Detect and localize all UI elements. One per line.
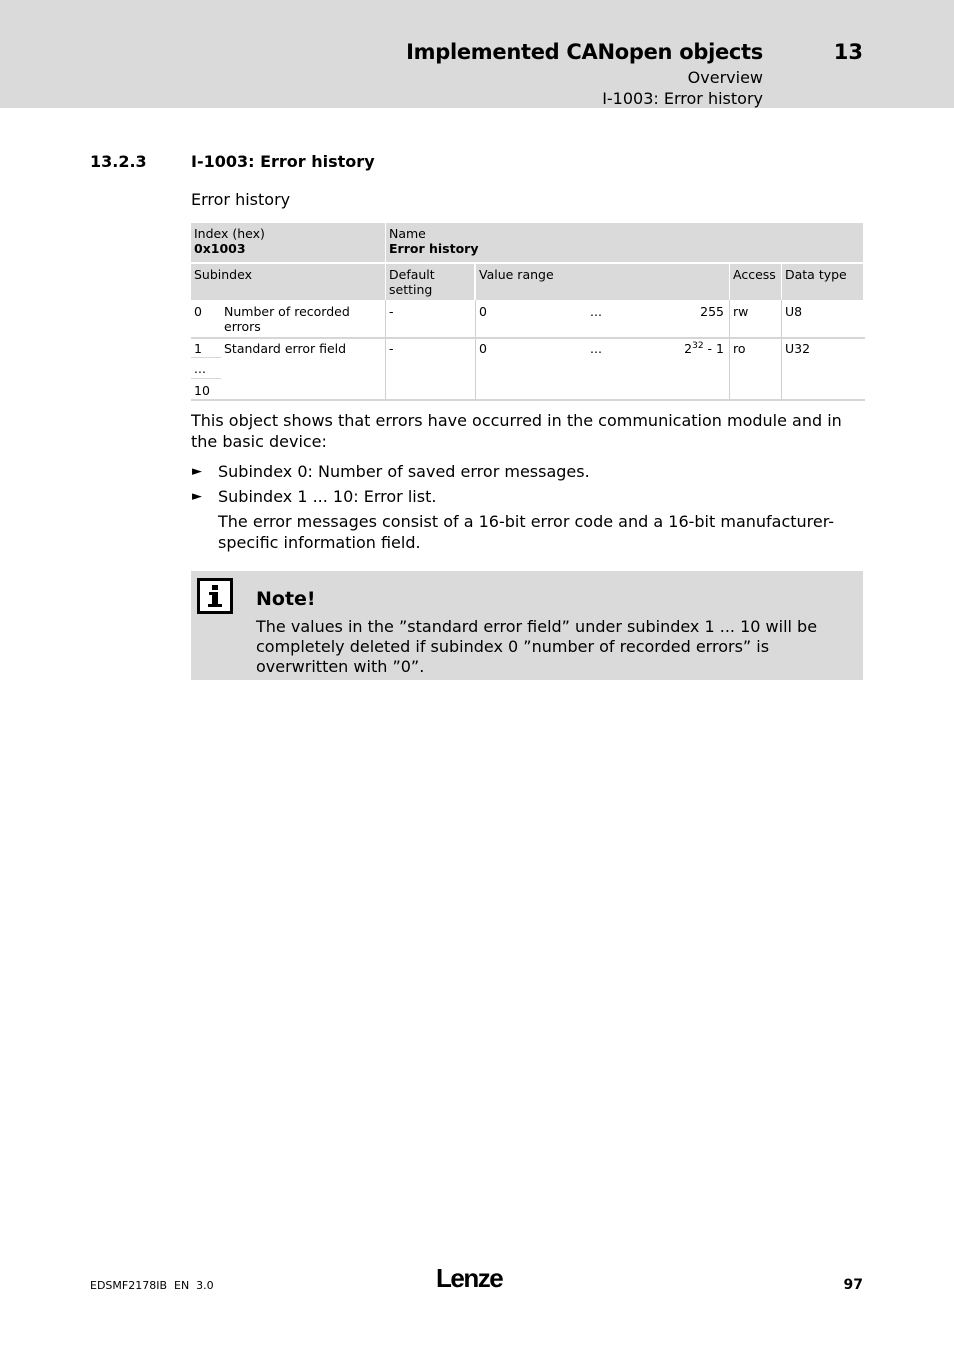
access-header: Access [730,264,781,300]
bullet-arrow-icon: ► [192,489,202,504]
page-number: 97 [843,1277,863,1293]
value-range-header: Value range [476,264,729,300]
note-title: Note! [256,588,316,610]
note-text: The values in the ”standard error field” under subindex 1 ... 10 will be completely deleted if subindex 0 ”number of recorded errors” is overwritten with ”0”. [256,617,818,676]
row-subindex-dots: ... [194,361,206,376]
bullet-detail: The error messages consist of a 16-bit error code and a 16-bit manufacturer-specific information field. [218,512,835,552]
row-min: 0 [479,341,487,356]
chapter-number: 13 [833,40,863,64]
table-caption: Error history [191,190,291,209]
row-subindex: 0 [194,304,202,319]
subindex-header: Subindex [191,264,385,300]
name-label: Name [389,226,426,241]
row-range-dots: ... [590,304,602,319]
col-divider [475,300,476,400]
row-max: $2^{32} - 1$ [684,341,724,356]
row-name-cont: errors [224,319,261,334]
svg-text:Lenze: Lenze [436,1265,503,1293]
row-min: 0 [479,304,487,319]
row-divider [191,399,865,401]
datatype-header: Data type [782,264,863,300]
name-value: Error history [389,241,479,256]
row-subindex-end: 10 [194,383,210,398]
chapter-title: Implemented CANopen objects [406,40,763,64]
subindex-divider [191,357,221,358]
row-datatype: U8 [785,304,803,319]
index-header-cell [191,223,385,262]
row-max: 255 [700,304,724,319]
row-divider [191,337,865,339]
row-range-dots: ... [590,341,602,356]
info-icon-glyph [200,581,230,611]
row-default: - [389,304,394,319]
row-default: - [389,341,394,356]
row-access: rw [733,304,749,319]
bullet-item: Subindex 0: Number of saved error messages. [218,462,590,481]
lenze-logo [436,1265,516,1297]
index-label: Index (hex) [194,226,265,241]
bullet-arrow-icon: ► [192,464,202,479]
section-title: I-1003: Error history [191,152,375,171]
col-divider [729,300,730,400]
index-value: 0x1003 [194,241,246,256]
subindex-divider [191,378,221,379]
name-header-cell [386,223,863,262]
col-divider [781,300,782,400]
row-name: Number of recorded [224,304,350,319]
col-divider [385,300,386,400]
row-subindex: 1 [194,341,202,356]
footer-document-id: EDSMF2178IB EN 3.0 [90,1279,214,1292]
section-number: 13.2.3 [90,152,147,171]
header-subtitle-section: I-1003: Error history [602,89,763,108]
intro-paragraph: This object shows that errors have occurred in the communication module and in the basic device: [191,411,842,451]
info-icon [197,578,233,614]
default-header: Default setting [386,264,474,300]
bullet-item: Subindex 1 ... 10: Error list. [218,487,437,506]
row-access: ro [733,341,746,356]
header-subtitle-overview: Overview [687,68,763,87]
row-name: Standard error field [224,341,347,356]
lenze-logo-graphic [436,1265,516,1293]
row-datatype: U32 [785,341,811,356]
